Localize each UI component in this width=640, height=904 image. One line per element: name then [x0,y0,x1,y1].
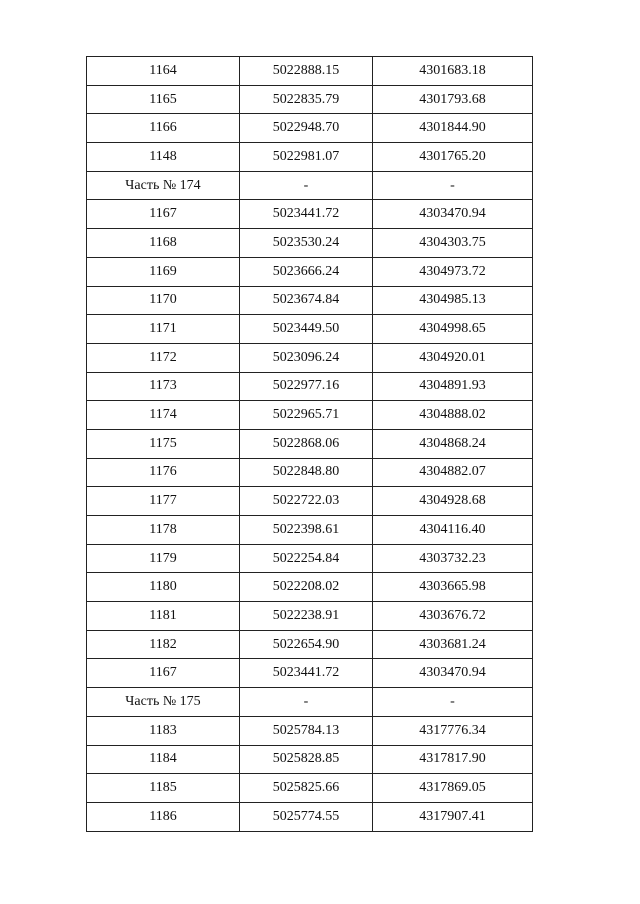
y-coordinate-cell: 4304116.40 [373,516,533,545]
y-coordinate-cell: 4317817.90 [373,745,533,774]
y-coordinate-cell: 4317907.41 [373,802,533,831]
x-coordinate-cell: 5022977.16 [240,372,373,401]
table-row [87,573,533,602]
x-coordinate-cell: 5022868.06 [240,429,373,458]
x-coordinate-cell: 5022722.03 [240,487,373,516]
table-row [87,229,533,258]
point-id-cell: 1168 [87,229,240,258]
y-coordinate-cell: 4304973.72 [373,257,533,286]
part-header-row [87,688,533,717]
point-id-cell: 1184 [87,745,240,774]
point-id-cell: 1177 [87,487,240,516]
y-coordinate-cell: 4303732.23 [373,544,533,573]
point-id-cell: 1173 [87,372,240,401]
y-coordinate-cell: 4304888.02 [373,401,533,430]
point-id-cell: 1176 [87,458,240,487]
y-coordinate-cell: 4303470.94 [373,659,533,688]
y-coordinate-cell: 4304303.75 [373,229,533,258]
x-coordinate-cell: 5022398.61 [240,516,373,545]
y-coordinate-cell: 4301793.68 [373,85,533,114]
table-row [87,85,533,114]
table-row [87,143,533,172]
y-coordinate-cell: 4304985.13 [373,286,533,315]
x-coordinate-cell: 5025774.55 [240,802,373,831]
point-id-cell: 1183 [87,716,240,745]
y-coordinate-cell: 4303470.94 [373,200,533,229]
table-row [87,286,533,315]
table-row [87,602,533,631]
x-coordinate-cell: 5022888.15 [240,57,373,86]
y-coordinate-cell: 4301765.20 [373,143,533,172]
y-coordinate-cell: - [373,171,533,200]
x-coordinate-cell: 5022948.70 [240,114,373,143]
table-row [87,401,533,430]
x-coordinate-cell: 5025825.66 [240,774,373,803]
x-coordinate-cell: 5022254.84 [240,544,373,573]
x-coordinate-cell: - [240,688,373,717]
part-label-cell: Часть № 175 [87,688,240,717]
point-id-cell: 1178 [87,516,240,545]
x-coordinate-cell: 5023096.24 [240,343,373,372]
part-header-row [87,171,533,200]
table-row [87,516,533,545]
table-row [87,745,533,774]
point-id-cell: 1172 [87,343,240,372]
x-coordinate-cell: 5022965.71 [240,401,373,430]
table-row [87,372,533,401]
table-row [87,774,533,803]
table-row [87,544,533,573]
table-row [87,57,533,86]
point-id-cell: 1179 [87,544,240,573]
x-coordinate-cell: 5022848.80 [240,458,373,487]
x-coordinate-cell: 5022208.02 [240,573,373,602]
x-coordinate-cell: 5023449.50 [240,315,373,344]
y-coordinate-cell: 4301683.18 [373,57,533,86]
point-id-cell: 1186 [87,802,240,831]
y-coordinate-cell: 4317776.34 [373,716,533,745]
table-row [87,458,533,487]
table-row [87,487,533,516]
x-coordinate-cell: 5023666.24 [240,257,373,286]
y-coordinate-cell: - [373,688,533,717]
x-coordinate-cell: 5023674.84 [240,286,373,315]
point-id-cell: 1180 [87,573,240,602]
table-row [87,429,533,458]
point-id-cell: 1169 [87,257,240,286]
y-coordinate-cell: 4304868.24 [373,429,533,458]
point-id-cell: 1174 [87,401,240,430]
point-id-cell: 1182 [87,630,240,659]
table-row [87,257,533,286]
point-id-cell: 1167 [87,659,240,688]
y-coordinate-cell: 4304920.01 [373,343,533,372]
x-coordinate-cell: 5022238.91 [240,602,373,631]
y-coordinate-cell: 4303681.24 [373,630,533,659]
coordinates-table [86,56,533,832]
x-coordinate-cell: 5023530.24 [240,229,373,258]
point-id-cell: 1164 [87,57,240,86]
y-coordinate-cell: 4303665.98 [373,573,533,602]
point-id-cell: 1148 [87,143,240,172]
table-row [87,315,533,344]
x-coordinate-cell: 5022981.07 [240,143,373,172]
x-coordinate-cell: 5023441.72 [240,200,373,229]
point-id-cell: 1165 [87,85,240,114]
y-coordinate-cell: 4303676.72 [373,602,533,631]
table-row [87,343,533,372]
y-coordinate-cell: 4301844.90 [373,114,533,143]
x-coordinate-cell: 5025784.13 [240,716,373,745]
table-row [87,630,533,659]
x-coordinate-cell: 5022654.90 [240,630,373,659]
point-id-cell: 1175 [87,429,240,458]
coordinates-table-body [87,57,533,832]
x-coordinate-cell: 5025828.85 [240,745,373,774]
table-row [87,200,533,229]
point-id-cell: 1185 [87,774,240,803]
table-row [87,114,533,143]
y-coordinate-cell: 4304882.07 [373,458,533,487]
x-coordinate-cell: - [240,171,373,200]
x-coordinate-cell: 5023441.72 [240,659,373,688]
table-row [87,716,533,745]
point-id-cell: 1171 [87,315,240,344]
point-id-cell: 1170 [87,286,240,315]
table-row [87,802,533,831]
part-label-cell: Часть № 174 [87,171,240,200]
y-coordinate-cell: 4304891.93 [373,372,533,401]
y-coordinate-cell: 4304928.68 [373,487,533,516]
table-row [87,659,533,688]
y-coordinate-cell: 4304998.65 [373,315,533,344]
y-coordinate-cell: 4317869.05 [373,774,533,803]
point-id-cell: 1167 [87,200,240,229]
point-id-cell: 1181 [87,602,240,631]
x-coordinate-cell: 5022835.79 [240,85,373,114]
point-id-cell: 1166 [87,114,240,143]
